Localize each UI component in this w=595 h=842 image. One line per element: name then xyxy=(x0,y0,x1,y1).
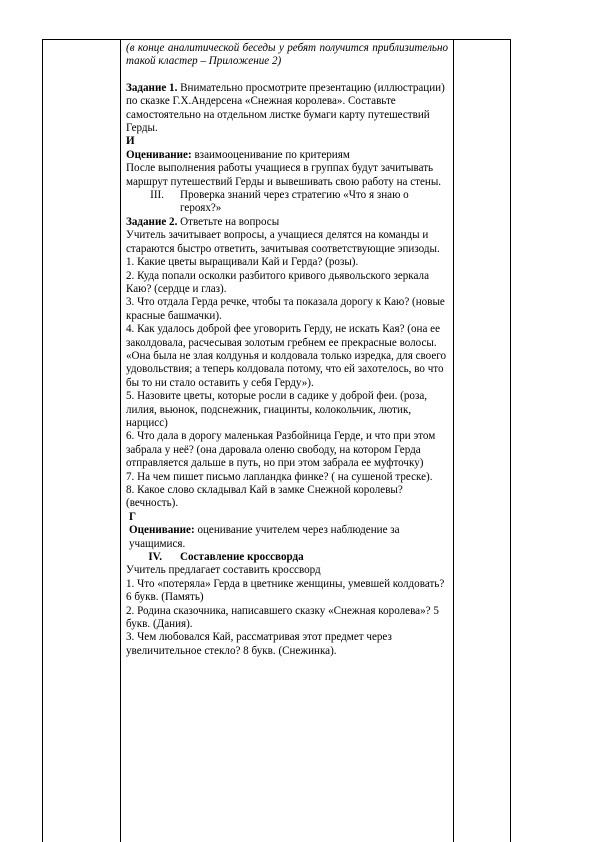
evaluation-1-details: После выполнения работы учащиеся в группах будут зачитывать маршрут путешествий Герды и вывешивать свою работу на стены. xyxy=(126,162,442,188)
task-1 xyxy=(126,82,448,136)
question-2: 2. Куда попали осколки разбитого кривого дьявольского зеркала Каю? (сердце и глаз). xyxy=(126,269,430,295)
mark-i: И xyxy=(126,135,135,148)
spacer xyxy=(126,69,448,82)
question-3: 3. Что отдала Герда речке, чтобы та показала дорогу к Каю? (новые красные башмачки). xyxy=(126,296,445,322)
evaluation-2 xyxy=(126,524,448,551)
evaluation-2-text: оценивание учителем через наблюдение за учащимися. xyxy=(129,524,400,550)
question-6: 6. Что дала в дорогу маленькая Разбойница Герде, и что при этом забрала у неё? (она даровала оленю свободу, на котором Герда отправляется дальше в путь, но при этом забрала ее муфточку) xyxy=(126,430,436,470)
evaluation-2-label: Оценивание: xyxy=(129,524,195,537)
table-left-border xyxy=(42,39,43,842)
section-3-title: Проверка знаний через стратегию «Что я знаю о героях?» xyxy=(180,189,409,215)
crossword-intro: Учитель предлагает составить кроссворд xyxy=(126,564,321,577)
crossword-item-2: 2. Родина сказочника, написавшего сказку «Снежная королева»? 5 букв. (Дания). xyxy=(126,604,439,631)
question-4: 4. Как удалось доброй фее уговорить Герду, не искать Кая? (она ее заколдовала, расчесывая золотым гребнем ее прекрасные волосы. «Она была не злая колдунья и колдовала только изредка, для своего удовольствия; а теперь колдовала потому, что ей захотелось, во что бы то ни стало оставить у себя Герду»). xyxy=(126,323,447,389)
crossword-item-1: 1. Что «потеряла» Герда в цветнике женщины, умевшей колдовать? 6 букв. (Память) xyxy=(126,577,445,604)
table-right-border xyxy=(510,39,511,842)
evaluation-1 xyxy=(126,149,448,162)
table-top-border xyxy=(42,39,511,40)
evaluation-1-text: взаимооценивание по критериям xyxy=(191,148,350,161)
mark-g: Г xyxy=(129,510,137,523)
question-7: 7. На чем пишет письмо лапландка финке? ( на сушеной треске). xyxy=(126,470,433,483)
task-2-label: Задание 2. xyxy=(126,215,178,228)
task-2-intro: Учитель зачитывает вопросы, а учащиеся делятся на команды и стараются быстро ответить, зачитывая соответствующие эпизоды. xyxy=(126,229,440,255)
question-5: 5. Назовите цветы, которые росли в садике у доброй феи. (роза, лилия, вьюнок, подснежник, гиацинты, колокольчик, лютик, нарцисс) xyxy=(126,390,428,429)
intro-note: (в конце аналитической беседы у ребят получится приблизительно такой кластер – Приложение 2) xyxy=(126,42,448,68)
section-4-heading xyxy=(126,551,448,564)
question-8: 8. Какое слово складывал Кай в замке Снежной королевы? (вечность). xyxy=(126,484,403,510)
task-2 xyxy=(126,216,448,229)
crossword-item-3: 3. Чем любовался Кай, рассматривая этот предмет через увеличительное стекло? 8 букв. (Снежинка). xyxy=(126,631,392,657)
section-4-title: Составление кроссворда xyxy=(180,551,304,564)
lesson-content-cell xyxy=(126,42,448,658)
section-3-number: III. xyxy=(150,189,164,202)
task-1-text: Внимательно просмотрите презентацию (иллюстрации) по сказке Г.Х.Андерсена «Снежная королева». Составьте самостоятельно на отдельном листке бумаги карту путешествий Герды. xyxy=(126,81,445,135)
question-1: 1. Какие цветы выращивали Кай и Герда? (розы). xyxy=(126,256,359,269)
section-3-heading xyxy=(126,189,448,216)
evaluation-1-label: Оценивание: xyxy=(126,148,192,161)
task-1-label: Задание 1. xyxy=(126,81,178,94)
table-column-divider-2 xyxy=(453,39,454,842)
table-column-divider-1 xyxy=(120,39,121,842)
task-2-text: Ответьте на вопросы xyxy=(177,215,280,228)
section-4-number: IV. xyxy=(148,551,162,564)
